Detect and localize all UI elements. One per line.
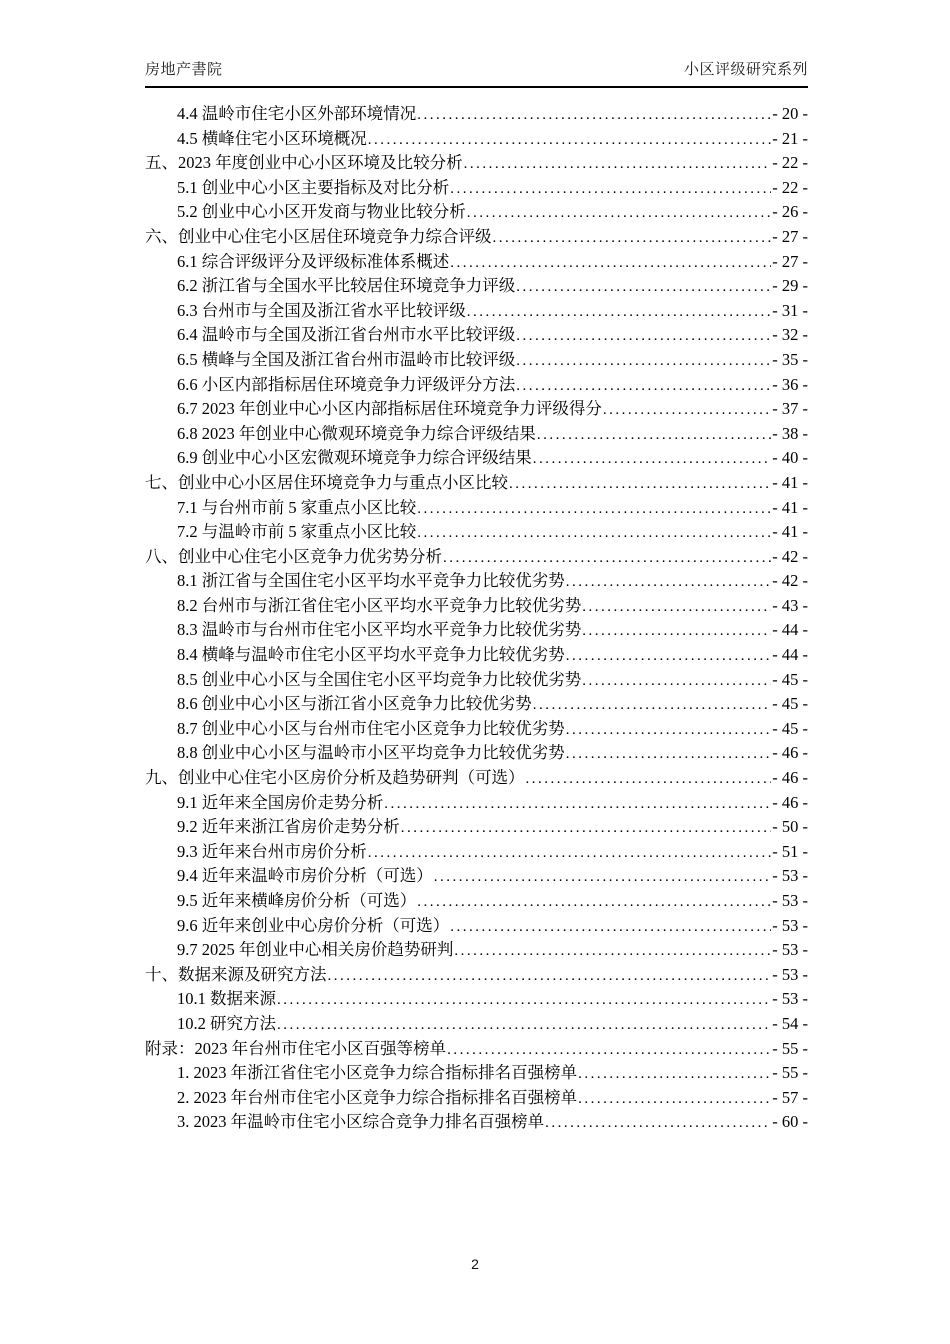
toc-entry-label: 十、数据来源及研究方法 <box>145 964 327 984</box>
toc-entry-label: 6.5 横峰与全国及浙江省台州市温岭市比较评级 <box>177 349 516 369</box>
toc-entry-page: - 60 - <box>772 1112 808 1132</box>
toc-entry-label: 6.2 浙江省与全国水平比较居住环境竞争力评级 <box>177 276 516 296</box>
toc-entry-page: - 46 - <box>772 768 808 788</box>
toc-entry-label: 6.6 小区内部指标居住环境竞争力评级评分方法 <box>177 374 516 394</box>
toc-entry-page: - 53 - <box>772 989 808 1009</box>
toc-entry[interactable] <box>145 618 808 643</box>
toc-entry-label: 七、创业中心小区居住环境竞争力与重点小区比较 <box>145 472 508 492</box>
toc-entry-label: 5.1 创业中心小区主要指标及对比分析 <box>177 177 450 197</box>
toc-entry-page: - 54 - <box>772 1013 808 1033</box>
toc-entry-page: - 57 - <box>772 1087 808 1107</box>
toc-entry-page: - 45 - <box>772 718 808 738</box>
toc-dot-leader <box>464 151 772 177</box>
toc-entry-page: - 46 - <box>772 792 808 812</box>
toc-entry-page: - 41 - <box>772 522 808 542</box>
toc-entry-label: 9.3 近年来台州市房价分析 <box>177 841 367 861</box>
toc-entry-page: - 22 - <box>772 153 808 173</box>
toc-entry-label: 7.1 与台州市前 5 家重点小区比较 <box>177 497 417 517</box>
toc-entry-page: - 44 - <box>772 645 808 665</box>
toc-entry[interactable] <box>145 250 808 275</box>
toc-entry[interactable] <box>145 864 808 889</box>
toc-dot-leader <box>493 225 772 251</box>
toc-entry[interactable] <box>145 446 808 471</box>
toc-entry-label: 2. 2023 年台州市住宅小区竞争力综合指标排名百强榜单 <box>177 1087 578 1107</box>
toc-entry-page: - 53 - <box>772 866 808 886</box>
toc-dot-leader <box>467 299 772 325</box>
toc-dot-leader <box>467 200 772 226</box>
toc-entry[interactable] <box>145 791 808 816</box>
toc-dot-leader <box>368 127 772 153</box>
toc-entry-page: - 20 - <box>772 104 808 123</box>
toc-entry[interactable] <box>145 815 808 840</box>
toc-dot-leader <box>566 717 772 743</box>
toc-entry[interactable] <box>145 225 808 250</box>
toc-entry-label: 附录：2023 年台州市住宅小区百强等榜单 <box>145 1038 447 1058</box>
toc-entry-page: - 41 - <box>772 497 808 517</box>
toc-entry-label: 8.7 创业中心小区与台州市住宅小区竞争力比较优劣势 <box>177 718 565 738</box>
toc-dot-leader <box>578 1061 771 1087</box>
header-right-title: 小区评级研究系列 <box>683 61 808 78</box>
toc-entry-page: - 42 - <box>772 571 808 591</box>
toc-entry-page: - 43 - <box>772 595 808 615</box>
table-of-contents <box>145 102 808 1135</box>
toc-entry[interactable] <box>145 987 808 1012</box>
toc-entry[interactable] <box>145 397 808 422</box>
toc-dot-leader <box>450 914 771 940</box>
toc-entry-label: 1. 2023 年浙江省住宅小区竞争力综合指标排名百强榜单 <box>177 1063 578 1083</box>
toc-dot-leader <box>368 840 772 866</box>
toc-entry-page: - 31 - <box>772 300 808 320</box>
page-header <box>145 58 808 79</box>
toc-entry-page: - 21 - <box>772 128 808 148</box>
toc-entry[interactable] <box>145 102 808 127</box>
toc-dot-leader <box>526 766 772 792</box>
toc-entry-label: 9.2 近年来浙江省房价走势分析 <box>177 817 400 837</box>
toc-entry-label: 6.1 综合评级评分及评级标准体系概述 <box>177 251 450 271</box>
toc-entry-page: - 45 - <box>772 669 808 689</box>
header-left-title: 房地产書院 <box>145 61 223 78</box>
toc-dot-leader <box>417 889 771 915</box>
toc-entry[interactable] <box>145 274 808 299</box>
toc-dot-leader <box>582 668 771 694</box>
toc-entry[interactable] <box>145 1037 808 1062</box>
toc-entry-page: - 55 - <box>772 1038 808 1058</box>
toc-entry-page: - 27 - <box>772 251 808 271</box>
toc-entry[interactable] <box>145 545 808 570</box>
toc-entry-label: 9.4 近年来温岭市房价分析（可选） <box>177 866 433 886</box>
toc-entry-label: 6.4 温岭市与全国及浙江省台州市水平比较评级 <box>177 325 516 345</box>
toc-entry-page: - 41 - <box>772 472 808 492</box>
toc-entry[interactable] <box>145 200 808 225</box>
toc-entry-label: 3. 2023 年温岭市住宅小区综合竞争力排名百强榜单 <box>177 1112 545 1132</box>
toc-entry-page: - 53 - <box>772 891 808 910</box>
toc-entry-page: - 26 - <box>772 202 808 222</box>
toc-entry-page: - 53 - <box>772 940 808 960</box>
toc-entry-page: - 46 - <box>772 743 808 763</box>
toc-dot-leader <box>328 963 772 989</box>
toc-entry[interactable] <box>145 1061 808 1086</box>
toc-entry-label: 八、创业中心住宅小区竞争力优劣势分析 <box>145 546 442 566</box>
toc-dot-leader <box>434 864 772 890</box>
toc-entry-page: - 35 - <box>772 349 808 369</box>
toc-entry[interactable] <box>145 914 808 939</box>
toc-entry-label: 8.1 浙江省与全国住宅小区平均水平竞争力比较优劣势 <box>177 571 565 591</box>
toc-entry-page: - 29 - <box>772 276 808 296</box>
toc-dot-leader <box>417 496 771 522</box>
toc-entry[interactable] <box>145 594 808 619</box>
toc-entry[interactable] <box>145 348 808 373</box>
toc-dot-leader <box>578 1086 771 1112</box>
toc-dot-leader <box>454 938 771 964</box>
toc-dot-leader <box>566 643 772 669</box>
toc-entry[interactable] <box>145 569 808 594</box>
toc-dot-leader <box>516 274 771 300</box>
toc-entry-label: 8.2 台州市与浙江省住宅小区平均水平竞争力比较优劣势 <box>177 595 582 615</box>
toc-dot-leader <box>509 471 771 497</box>
toc-dot-leader <box>516 323 771 349</box>
toc-entry[interactable] <box>145 176 808 201</box>
toc-dot-leader <box>582 594 771 620</box>
page-footer <box>0 1256 950 1272</box>
toc-entry-label: 5.2 创业中心小区开发商与物业比较分析 <box>177 202 466 222</box>
toc-entry[interactable] <box>145 717 808 742</box>
toc-entry[interactable] <box>145 1012 808 1037</box>
toc-dot-leader <box>401 815 772 841</box>
toc-dot-leader <box>277 987 771 1013</box>
toc-dot-leader <box>533 446 772 472</box>
toc-entry-label: 4.4 温岭市住宅小区外部环境情况 <box>177 104 417 123</box>
toc-entry[interactable] <box>145 496 808 521</box>
toc-dot-leader <box>566 569 772 595</box>
toc-entry-label: 10.2 研究方法 <box>177 1013 276 1033</box>
toc-entry[interactable] <box>145 840 808 865</box>
toc-entry[interactable] <box>145 127 808 152</box>
toc-entry-page: - 27 - <box>772 226 808 246</box>
toc-entry-label: 6.7 2023 年创业中心小区内部指标居住环境竞争力评级得分 <box>177 399 602 419</box>
toc-entry-page: - 55 - <box>772 1063 808 1083</box>
toc-entry-page: - 40 - <box>772 448 808 468</box>
toc-entry[interactable] <box>145 520 808 545</box>
toc-dot-leader <box>566 741 772 767</box>
toc-entry-page: - 36 - <box>772 374 808 394</box>
toc-entry-page: - 53 - <box>772 915 808 935</box>
toc-entry[interactable] <box>145 643 808 668</box>
header-rule <box>145 86 808 88</box>
toc-entry-label: 6.3 台州市与全国及浙江省水平比较评级 <box>177 300 466 320</box>
toc-entry[interactable] <box>145 422 808 447</box>
toc-entry-label: 五、2023 年度创业中心小区环境及比较分析 <box>145 153 463 173</box>
toc-entry[interactable] <box>145 889 808 914</box>
toc-entry-label: 9.7 2025 年创业中心相关房价趋势研判 <box>177 940 454 960</box>
toc-entry[interactable] <box>145 323 808 348</box>
toc-entry-page: - 22 - <box>772 177 808 197</box>
toc-entry[interactable] <box>145 1086 808 1111</box>
toc-entry-page: - 51 - <box>772 841 808 861</box>
toc-entry-label: 6.8 2023 年创业中心微观环境竞争力综合评级结果 <box>177 423 536 443</box>
toc-dot-leader <box>447 1037 771 1063</box>
toc-entry-page: - 32 - <box>772 325 808 345</box>
toc-dot-leader <box>417 102 771 128</box>
toc-entry-label: 8.4 横峰与温岭市住宅小区平均水平竞争力比较优劣势 <box>177 645 565 665</box>
toc-entry-page: - 50 - <box>772 817 808 837</box>
toc-dot-leader <box>516 373 771 399</box>
toc-dot-leader <box>533 692 772 718</box>
toc-entry[interactable] <box>145 151 808 176</box>
toc-entry-label: 7.2 与温岭市前 5 家重点小区比较 <box>177 522 417 542</box>
toc-entry[interactable] <box>145 692 808 717</box>
toc-entry-page: - 37 - <box>772 399 808 419</box>
toc-entry-label: 9.5 近年来横峰房价分析（可选） <box>177 891 417 910</box>
toc-entry-label: 4.5 横峰住宅小区环境概况 <box>177 128 367 148</box>
toc-entry-label: 六、创业中心住宅小区居住环境竞争力综合评级 <box>145 226 492 246</box>
toc-entry[interactable] <box>145 938 808 963</box>
toc-entry[interactable] <box>145 741 808 766</box>
toc-entry-label: 8.6 创业中心小区与浙江省小区竞争力比较优劣势 <box>177 694 532 714</box>
toc-entry-page: - 53 - <box>772 964 808 984</box>
toc-entry[interactable] <box>145 471 808 496</box>
toc-entry-page: - 42 - <box>772 546 808 566</box>
toc-entry[interactable] <box>145 766 808 791</box>
toc-entry[interactable] <box>145 963 808 988</box>
toc-entry-label: 9.1 近年来全国房价走势分析 <box>177 792 384 812</box>
toc-dot-leader <box>443 545 771 571</box>
toc-entry[interactable] <box>145 299 808 324</box>
toc-entry-label: 9.6 近年来创业中心房价分析（可选） <box>177 915 450 935</box>
toc-entry-label: 8.5 创业中心小区与全国住宅小区平均竞争力比较优劣势 <box>177 669 582 689</box>
toc-entry-page: - 38 - <box>772 423 808 443</box>
toc-entry-page: - 44 - <box>772 620 808 640</box>
toc-dot-leader <box>537 422 771 448</box>
toc-entry-label: 九、创业中心住宅小区房价分析及趋势研判（可选） <box>145 768 525 788</box>
toc-entry-label: 8.8 创业中心小区与温岭市小区平均竞争力比较优劣势 <box>177 743 565 763</box>
toc-dot-leader <box>545 1110 771 1136</box>
toc-entry-page: - 45 - <box>772 694 808 714</box>
toc-dot-leader <box>582 618 771 644</box>
toc-entry-label: 6.9 创业中心小区宏微观环境竞争力综合评级结果 <box>177 448 532 468</box>
toc-entry[interactable] <box>145 668 808 693</box>
toc-entry-label: 8.3 温岭市与台州市住宅小区平均水平竞争力比较优劣势 <box>177 620 582 640</box>
toc-dot-leader <box>603 397 771 423</box>
page-number: 2 <box>471 1256 479 1272</box>
toc-dot-leader <box>384 791 771 817</box>
toc-dot-leader <box>516 348 771 374</box>
toc-entry-label: 10.1 数据来源 <box>177 989 276 1009</box>
toc-dot-leader <box>277 1012 771 1038</box>
toc-dot-leader <box>450 176 771 202</box>
toc-entry[interactable] <box>145 373 808 398</box>
toc-entry[interactable] <box>145 1110 808 1135</box>
toc-dot-leader <box>417 520 771 546</box>
toc-dot-leader <box>450 250 771 276</box>
